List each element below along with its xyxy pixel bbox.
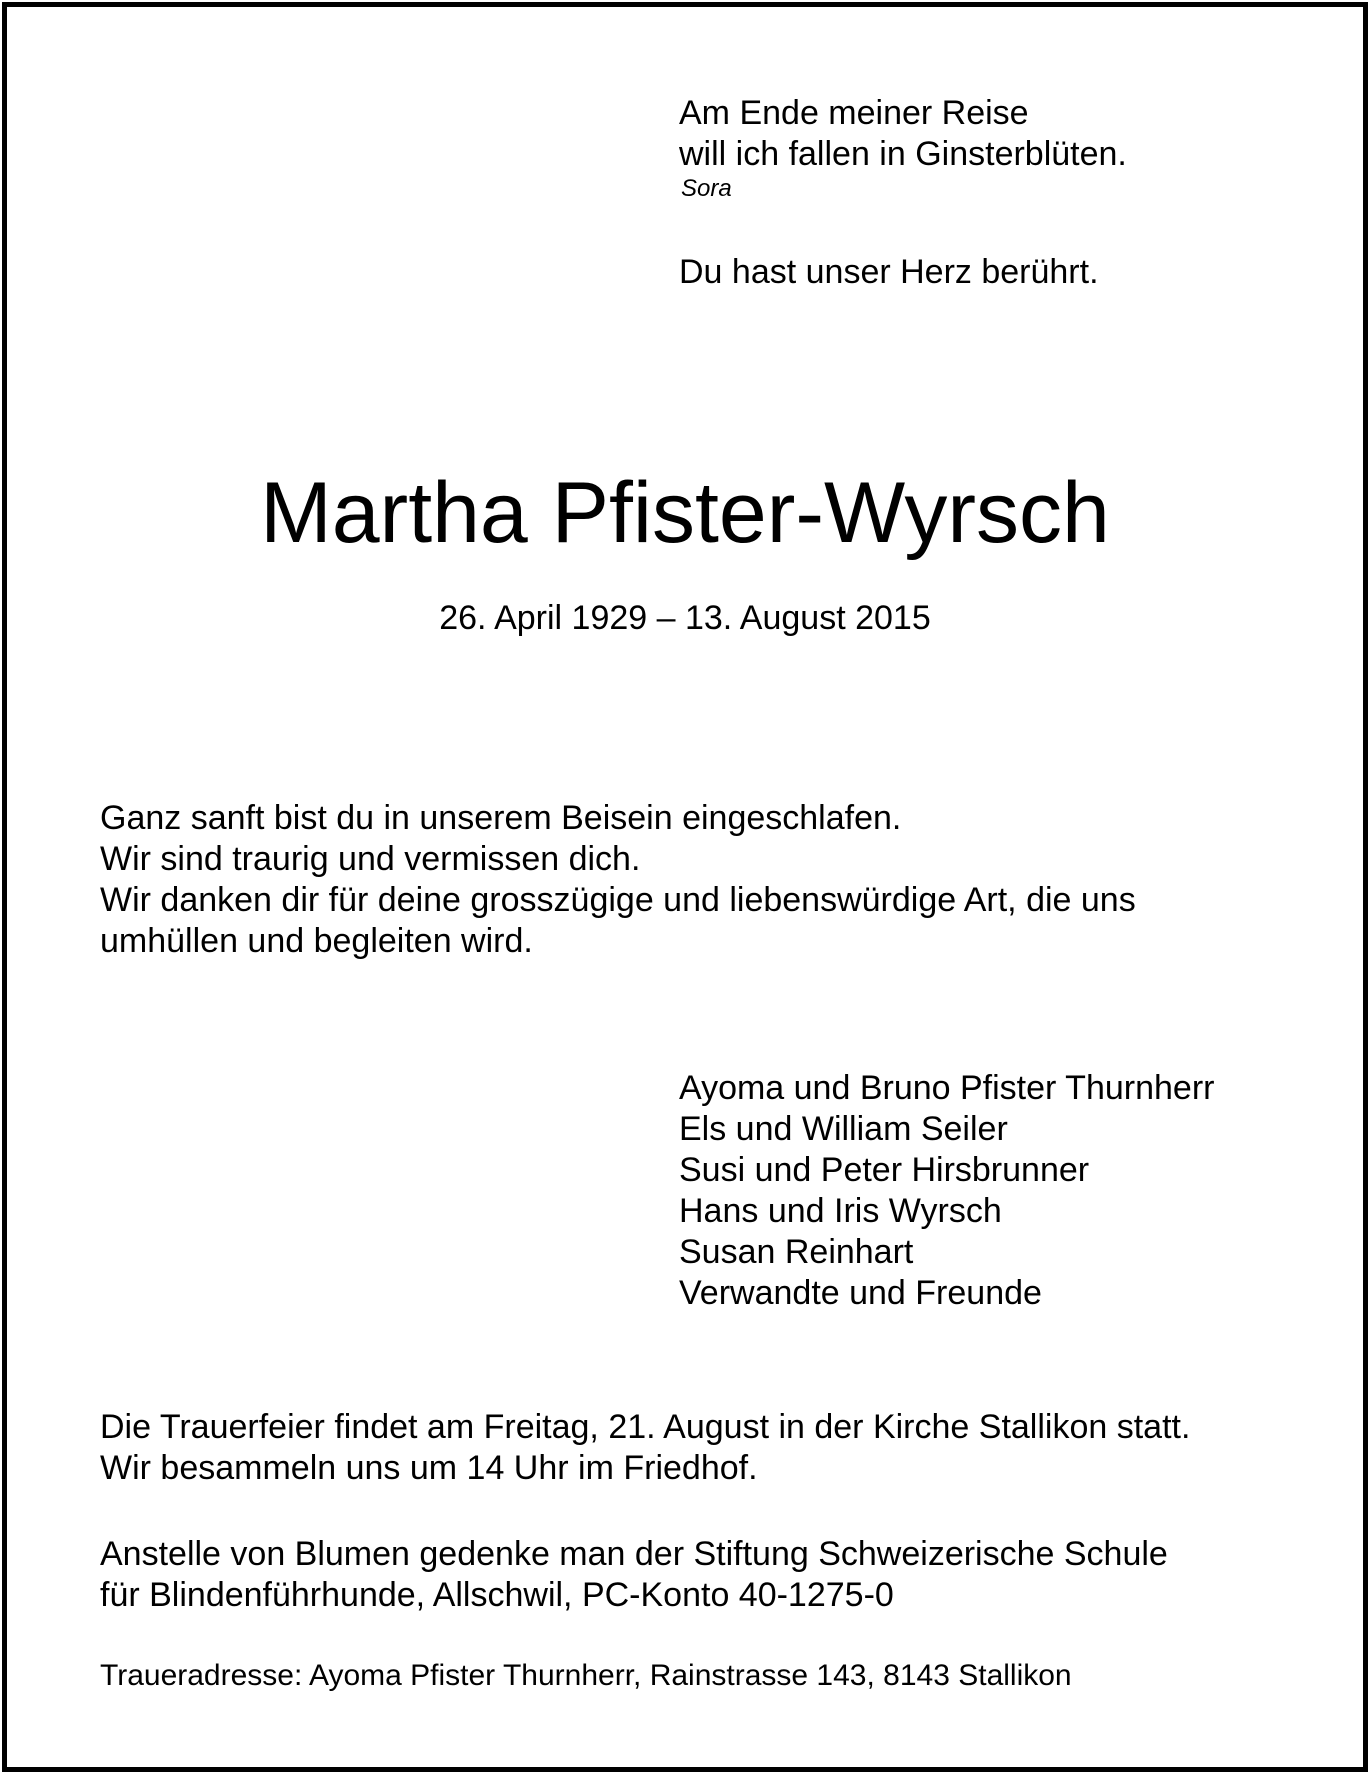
message-line-4: umhüllen und begleiten wird.	[100, 922, 533, 960]
message-line-3: Wir danken dir für deine grosszügige und liebenswürdige Art, die uns	[100, 881, 1136, 919]
service-line-1: Die Trauerfeier findet am Freitag, 21. August in der Kirche Stallikon statt.	[100, 1408, 1191, 1446]
mourner-3: Susi und Peter Hirsbrunner	[679, 1151, 1090, 1189]
donation-line-1: Anstelle von Blumen gedenke man der Stiftung Schweizerische Schule	[100, 1535, 1168, 1573]
mourner-1: Ayoma und Bruno Pfister Thurnherr	[679, 1069, 1215, 1107]
dedication: Du hast unser Herz berührt.	[679, 253, 1099, 291]
quote-line-1: Am Ende meiner Reise	[679, 94, 1029, 132]
mourner-6: Verwandte und Freunde	[679, 1274, 1042, 1312]
quote-author: Sora	[681, 175, 732, 202]
deceased-name: Martha Pfister-Wyrsch	[260, 465, 1110, 561]
message-line-2: Wir sind traurig und vermissen dich.	[100, 840, 641, 878]
mourning-address: Traueradresse: Ayoma Pfister Thurnherr, Rainstrasse 143, 8143 Stallikon	[100, 1659, 1072, 1692]
message-line-1: Ganz sanft bist du in unserem Beisein eingeschlafen.	[100, 799, 902, 837]
mourner-5: Susan Reinhart	[679, 1233, 914, 1271]
service-line-2: Wir besammeln uns um 14 Uhr im Friedhof.	[100, 1449, 758, 1487]
life-dates: 26. April 1929 – 13. August 2015	[439, 599, 931, 637]
quote-line-2: will ich fallen in Ginsterblüten.	[679, 135, 1127, 173]
mourner-2: Els und William Seiler	[679, 1110, 1008, 1148]
mourner-4: Hans und Iris Wyrsch	[679, 1192, 1002, 1230]
donation-line-2: für Blindenführhunde, Allschwil, PC-Konto 40-1275-0	[100, 1576, 894, 1614]
